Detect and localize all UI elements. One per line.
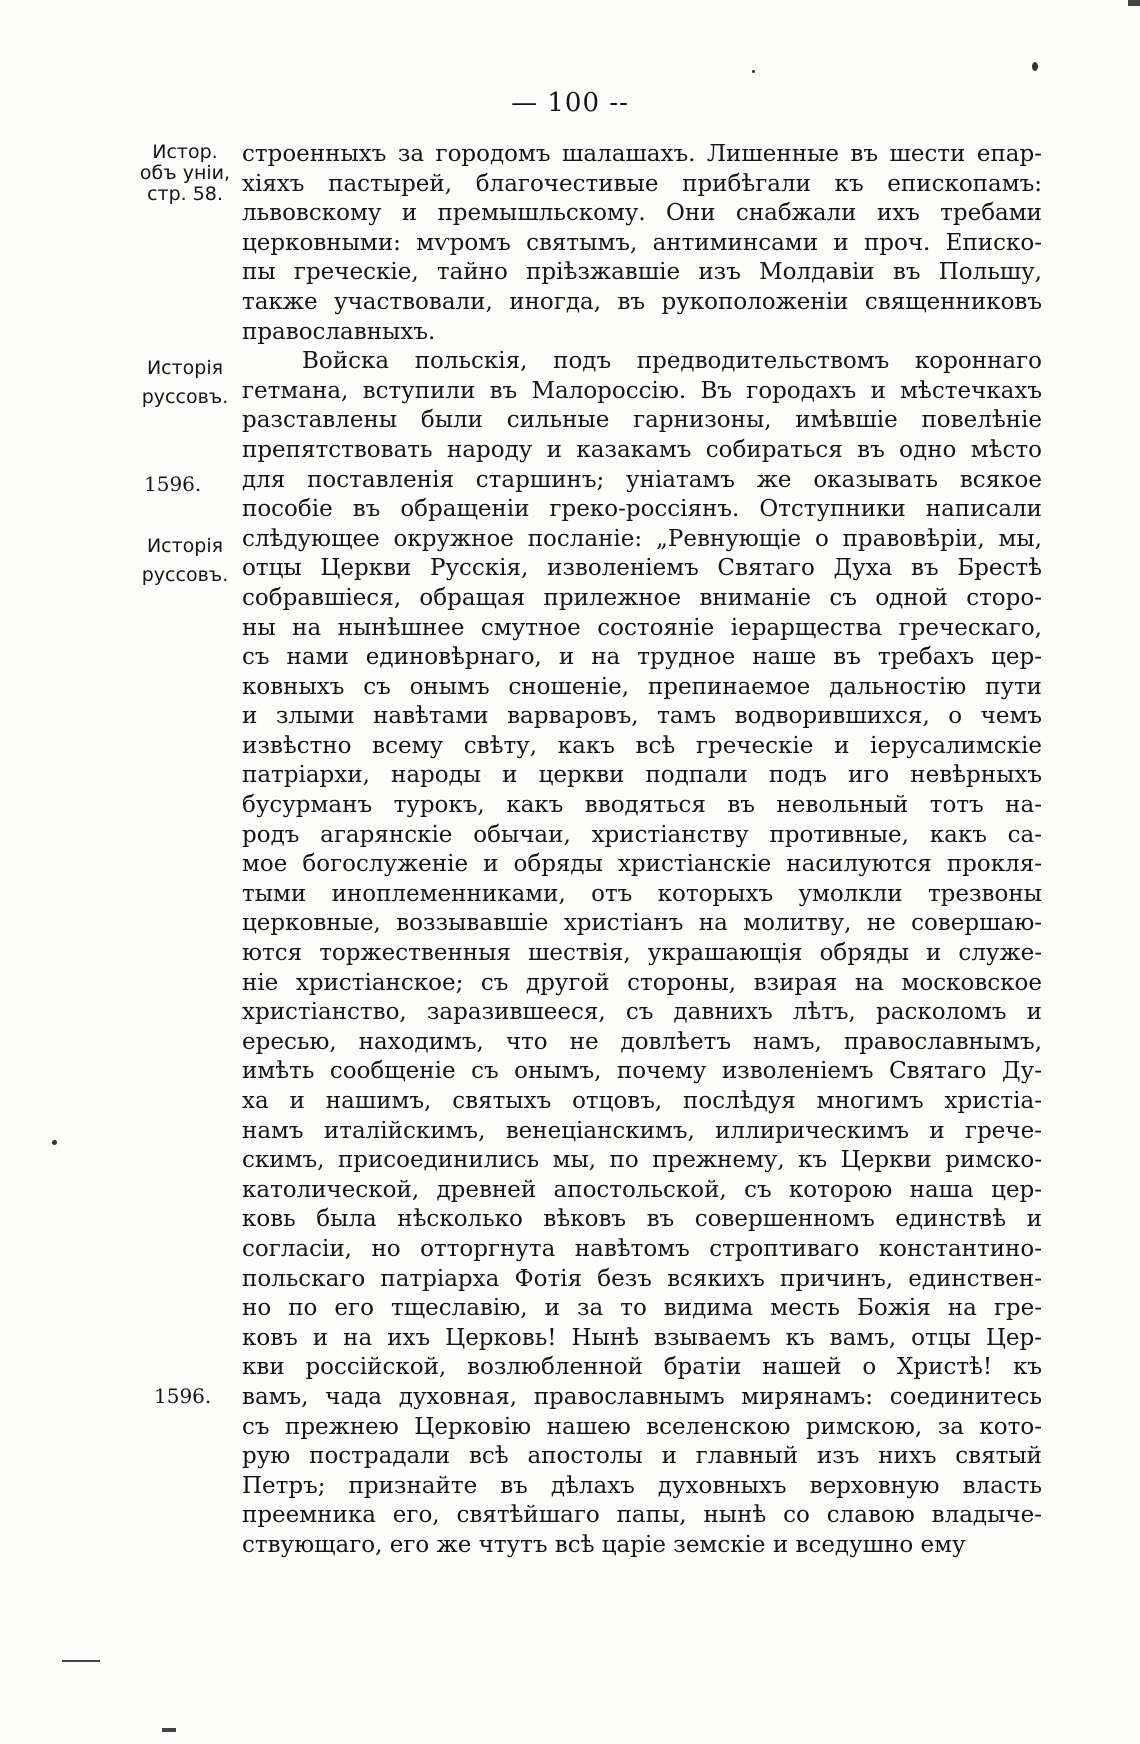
text-line: собравшіеся, обращая прилежное вниманіе съ одной сторо- <box>242 584 1042 611</box>
scan-speck <box>1032 62 1038 71</box>
text-line: кви россійской, возлюбленной братіи нашей о Христѣ! къ <box>242 1354 1042 1381</box>
text-line: съ прежнею Церковію нашею вселенскою римскою, за кото- <box>242 1413 1042 1440</box>
text-line: скимъ, присоединились мы, по прежнему, къ Церкви римско- <box>242 1147 1042 1174</box>
text-line: для поставленія старшинъ; уніатамъ же оказывать всякое <box>242 466 1042 493</box>
text-line: церковные, воззывавшіе христіанъ на молитву, не совершаю- <box>242 910 1042 937</box>
scan-speck <box>52 1140 57 1145</box>
margin-note-line: Исторія <box>146 535 224 557</box>
text-line: но по его тщеславію, и за то видима месть Божія на гре- <box>242 1295 1042 1322</box>
margin-note-line: стр. 58. <box>147 183 223 205</box>
text-line: ересью, находимъ, что не довлѣетъ намъ, православнымъ, <box>242 1028 1042 1055</box>
margin-note-source-unia <box>130 142 240 205</box>
text-line: патріархи, народы и церкви подпали подъ иго невѣрныхъ <box>242 762 1042 789</box>
text-line: мое богослуженіе и обряды христіанскіе насилуются прокля- <box>242 851 1042 878</box>
text-line: пы греческіе, тайно пріѣзжавшіе изъ Молдавіи въ Польшу, <box>242 259 1042 286</box>
text-line: имѣть сообщеніе съ онымъ, почему изволеніемъ Святаго Ду- <box>242 1058 1042 1085</box>
text-line: Войска польскія, подъ предводительствомъ короннаго <box>302 348 1042 375</box>
scan-edge-mark <box>162 1728 176 1732</box>
page-number: — 100 -- <box>511 88 629 118</box>
text-line: и злыми навѣтами варваровъ, тамъ водворившихся, о чемъ <box>242 703 1042 730</box>
text-line: намъ италійскимъ, венеціанскимъ, иллирическимъ и грече- <box>242 1117 1042 1144</box>
main-text-body <box>242 140 1042 1561</box>
text-line: ствующаго, его же чтутъ всѣ царіе земскіе и вседушно ему <box>242 1531 966 1558</box>
margin-note-line: руссовъ. <box>141 386 229 408</box>
text-line: ніе христіанское; съ другой стороны, взирая на московское <box>242 969 1042 996</box>
margin-year-1: 1596. <box>144 472 202 496</box>
scan-edge-mark <box>1128 0 1140 6</box>
text-line: бусурманъ турокъ, какъ вводяться въ невольный тотъ на- <box>242 792 1042 819</box>
text-line: православныхъ. <box>242 318 436 345</box>
text-line: строенныхъ за городомъ шалашахъ. Лишенные въ шести епар- <box>242 141 1042 167</box>
margin-note-line: руссовъ. <box>141 564 229 586</box>
text-line: родъ агарянскіе обычаи, христіанству противные, какъ са- <box>242 821 1042 848</box>
margin-note-line: Исторія <box>146 357 224 379</box>
text-line: препятствовать народу и казакамъ собираться въ одно мѣсто <box>242 436 1042 463</box>
margin-year-2: 1596. <box>154 1384 212 1408</box>
scan-speck <box>752 70 755 73</box>
text-line: католической, древней апостольской, съ которою наша цер- <box>242 1176 1042 1203</box>
scan-edge-mark <box>62 1660 100 1662</box>
text-line: польскаго патріарха Фотія безъ всякихъ причинъ, единствен- <box>242 1265 1042 1292</box>
text-line: извѣстно всему свѣту, какъ всѣ греческіе и іерусалимскіе <box>242 732 1042 759</box>
text-line: ются торжественныя шествія, украшающія обряды и служе- <box>242 940 1042 967</box>
text-line: церковными: мѵромъ святымъ, антиминсами и проч. Еписко- <box>242 229 1042 256</box>
margin-note-source-history-1 <box>130 354 240 412</box>
text-line: гетмана, вступили въ Малороссію. Въ городахъ и мѣстечкахъ <box>242 377 1042 404</box>
text-line: ковъ и на ихъ Церковь! Нынѣ взываемъ къ вамъ, отцы Цер- <box>242 1324 1042 1351</box>
text-line: разставлены были сильные гарнизоны, имѣвшіе повелѣніе <box>242 407 1042 434</box>
margin-note-source-history-2 <box>130 532 240 590</box>
text-line: ковныхъ съ онымъ сношеніе, препинаемое дальностію пути <box>242 673 1042 700</box>
text-line: Петръ; признайте въ дѣлахъ духовныхъ верховную власть <box>242 1472 1042 1499</box>
margin-note-line: Истор. <box>152 141 218 163</box>
text-line: вамъ, чада духовная, православнымъ мирянамъ: соединитесь <box>242 1383 1042 1410</box>
text-line: ха и нашимъ, святыхъ отцовъ, послѣдуя многимъ христіа- <box>242 1088 1042 1114</box>
text-line: также участвовали, иногда, въ рукоположеніи священниковъ <box>242 288 1042 315</box>
text-line: преемника его, святѣйшаго папы, нынѣ со славою владыче- <box>242 1502 1042 1529</box>
text-line: христіанство, заразившееся, съ давнихъ лѣтъ, расколомъ и <box>242 999 1042 1026</box>
text-line: хіяхъ пастырей, благочестивые прибѣгали къ епископамъ: <box>242 170 1042 197</box>
text-line: тыми иноплеменниками, отъ которыхъ умолкли трезвоны <box>242 880 1042 907</box>
text-line: отцы Церкви Русскія, изволеніемъ Святаго Духа въ Брестѣ <box>242 555 1042 582</box>
text-line: пособіе въ обращеніи греко-россіянъ. Отступники написали <box>242 496 1042 523</box>
text-line: ны на нынѣшнее смутное состояніе іерарщества греческаго, <box>242 614 1042 641</box>
text-line: слѣдующее окружное посланіе: „Ревнующіе о правовѣріи, мы, <box>242 525 1042 552</box>
text-line: согласіи, но отторгнута навѣтомъ строптиваго константино- <box>242 1235 1042 1262</box>
text-line: ковь была нѣсколько вѣковъ въ совершенномъ единствѣ и <box>242 1206 1042 1233</box>
text-line: львовскому и премышльскому. Они снабжали ихъ требами <box>242 200 1042 227</box>
text-line: рую пострадали всѣ апостолы и главный изъ нихъ святый <box>242 1443 1042 1470</box>
text-line: съ нами единовѣрнаго, и на трудное наше въ требахъ цер- <box>242 644 1042 671</box>
margin-note-line: объ уніи, <box>139 162 231 184</box>
